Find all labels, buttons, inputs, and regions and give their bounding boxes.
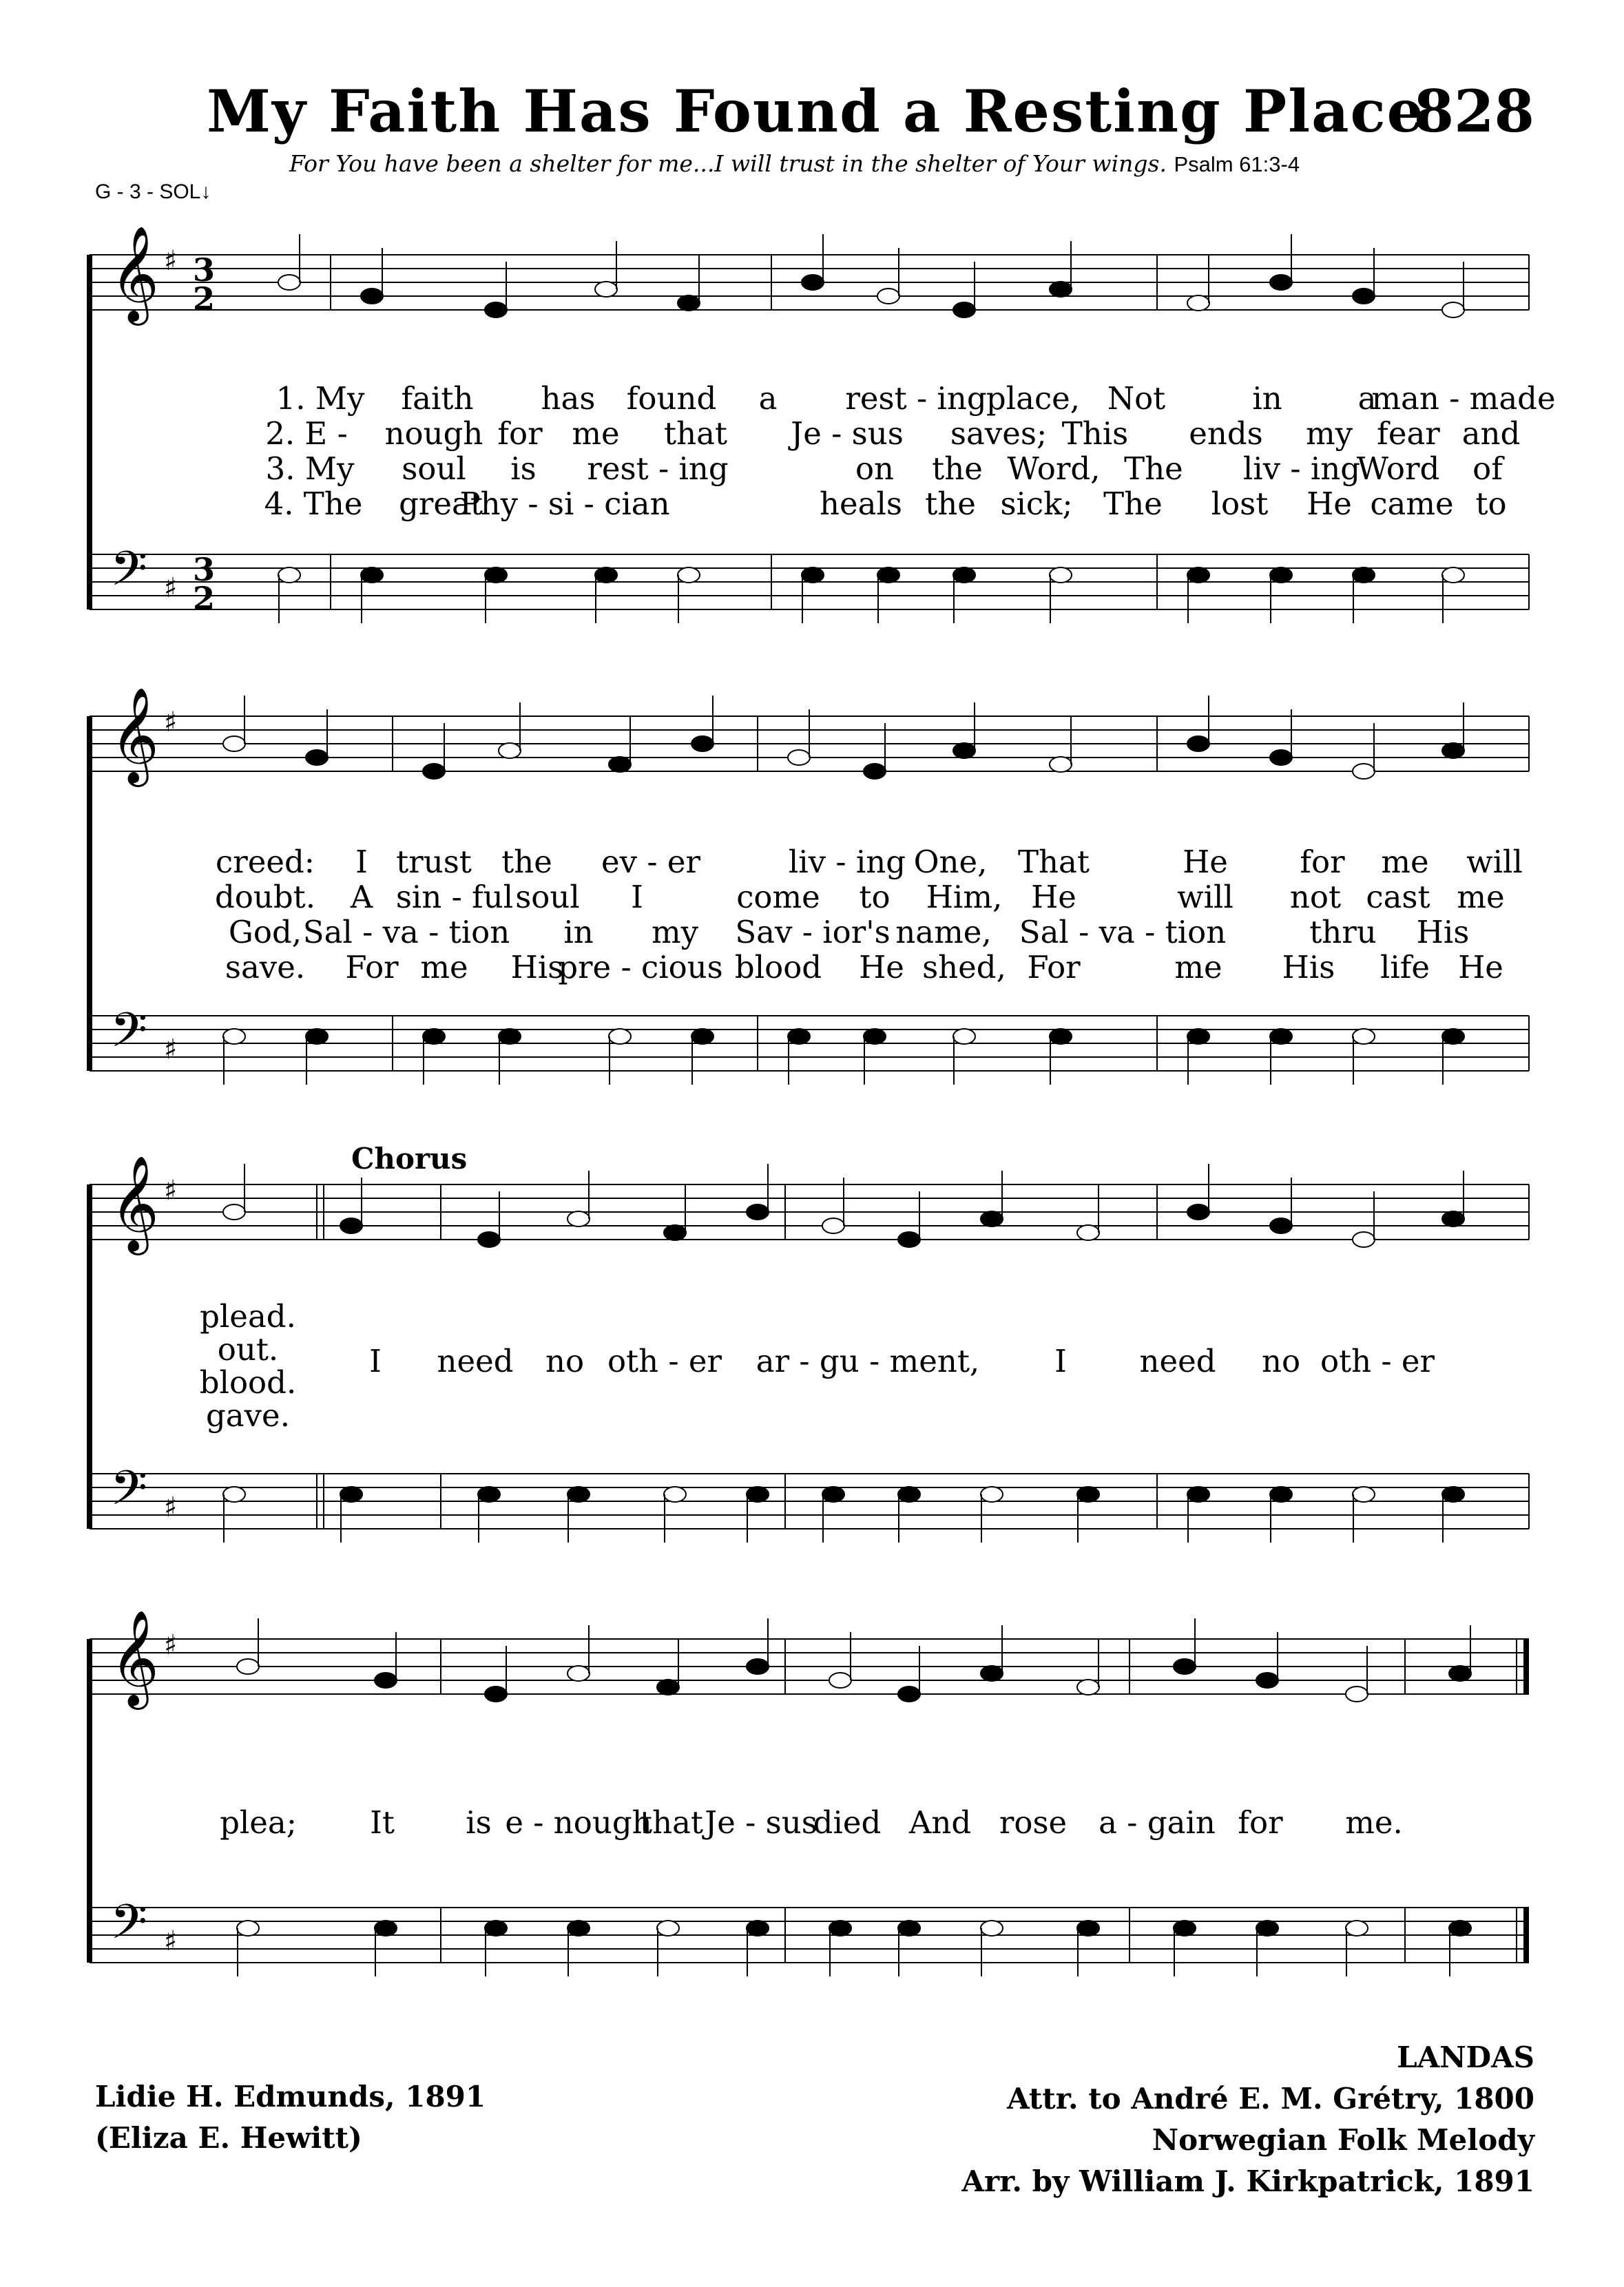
notehead — [747, 1921, 769, 1936]
sharp-key-signature: ♯ — [164, 1175, 178, 1207]
notehead — [340, 1218, 362, 1233]
scripture-reference: Psalm 61:3-4 — [1174, 152, 1300, 176]
lyric-syllable: liv - ing — [788, 844, 906, 880]
treble-clef: 𝄞 — [110, 1156, 159, 1251]
lyric-syllable: sin - ful — [395, 879, 514, 915]
notehead — [499, 743, 521, 758]
lyric-syllable: has — [541, 380, 596, 417]
bass-clef: 𝄢 — [110, 541, 148, 608]
verse-ending-word: out. — [217, 1331, 279, 1368]
notehead — [1256, 1673, 1278, 1688]
notehead — [1050, 1029, 1072, 1044]
lyric-syllable: for — [1300, 844, 1345, 880]
notehead — [953, 743, 975, 758]
lyric-syllable: that — [664, 415, 727, 452]
lyric-syllable: that — [640, 1804, 703, 1841]
notehead — [1353, 1029, 1375, 1044]
notehead — [361, 567, 383, 583]
arranger: Arr. by William J. Kirkpatrick, 1891 — [961, 2164, 1534, 2198]
lyric-syllable: and — [1461, 415, 1521, 452]
lyric-syllable: Sal - va - tion — [302, 914, 510, 950]
time-signature-bottom: 2 — [193, 280, 216, 317]
lyric-syllable: liv - ing — [1242, 450, 1361, 487]
scripture-quote: For You have been a shelter for me...I will trust in the shelter of Your wings. — [289, 150, 1167, 177]
notehead — [375, 1921, 397, 1936]
notehead — [829, 1673, 851, 1688]
lyric-syllable: This — [1061, 415, 1129, 452]
lyric-syllable: He — [1031, 879, 1076, 915]
notehead — [953, 567, 975, 583]
lyric-syllable: Word, — [1007, 450, 1101, 487]
notehead — [1187, 736, 1209, 751]
lyric-syllable: ar - gu - ment, — [756, 1343, 980, 1379]
notehead — [1442, 1211, 1464, 1226]
notehead — [223, 736, 245, 751]
notehead — [664, 1487, 686, 1502]
hymn-title: My Faith Has Found a Resting Place — [207, 77, 1426, 145]
lyric-syllable: 2. E - — [265, 415, 348, 452]
treble-clef: 𝄞 — [110, 687, 159, 783]
lyric-syllable: died — [813, 1804, 882, 1841]
lyric-syllable: soul — [402, 450, 466, 487]
lyric-syllable: is — [510, 450, 537, 487]
key-info: G - 3 - SOL↓ — [95, 180, 211, 203]
lyric-syllable: doubt. — [214, 879, 316, 915]
notehead — [1270, 275, 1292, 290]
lyric-syllable: Je - sus — [705, 1804, 818, 1841]
bass-clef: 𝄢 — [110, 1894, 148, 1961]
notehead — [664, 1225, 686, 1240]
notehead — [609, 1029, 631, 1044]
lyric-syllable: oth - er — [607, 1343, 722, 1379]
notehead — [237, 1659, 259, 1674]
notehead — [1187, 295, 1209, 311]
lyric-syllable: rose — [999, 1804, 1068, 1841]
lyric-syllable: Word — [1356, 450, 1440, 487]
lyric-syllable: name, — [895, 914, 992, 950]
notehead — [657, 1680, 679, 1695]
lyric-syllable: a — [1357, 380, 1377, 417]
system-bar — [87, 255, 92, 609]
lyric-syllable: me — [572, 415, 620, 452]
notehead — [306, 1029, 328, 1044]
lyric-syllable: 4. The — [264, 485, 363, 522]
system-bar — [87, 1639, 92, 1963]
lyric-syllable: me — [1381, 844, 1429, 880]
notehead — [802, 275, 824, 290]
notehead — [1270, 750, 1292, 765]
notehead — [361, 289, 383, 304]
lyric-syllable: ev - er — [601, 844, 701, 880]
words-credits — [95, 2076, 486, 2159]
notehead — [953, 1029, 975, 1044]
notehead — [1270, 1029, 1292, 1044]
lyric-syllable: e - nough — [505, 1804, 652, 1841]
notehead — [1442, 302, 1464, 317]
notehead — [237, 1921, 259, 1936]
notehead — [1442, 1029, 1464, 1044]
notehead — [278, 567, 300, 583]
lyric-syllable: God, — [228, 914, 302, 950]
notehead — [898, 1686, 920, 1702]
lyric-syllable: in — [563, 914, 594, 950]
notehead — [1353, 567, 1375, 583]
notehead — [1187, 1204, 1209, 1220]
lyric-syllable: Sav - ior's — [735, 914, 891, 950]
notehead — [822, 1487, 844, 1502]
notehead — [747, 1204, 769, 1220]
lyric-syllable: creed: — [216, 844, 315, 880]
sharp-key-signature: ♯ — [164, 1629, 178, 1661]
lyric-syllable: Sal - va - tion — [1019, 914, 1227, 950]
notehead — [898, 1921, 920, 1936]
lyric-syllable: need — [437, 1343, 514, 1379]
lyric-syllable: fear — [1377, 415, 1440, 452]
lyric-syllable: man - made — [1371, 380, 1556, 417]
notehead — [485, 302, 507, 317]
treble-clef: 𝄞 — [110, 1610, 159, 1706]
time-signature-top: 3 — [193, 251, 216, 289]
sharp-key-signature: ♯ — [164, 1492, 178, 1523]
notehead — [788, 1029, 810, 1044]
words-author: Lidie H. Edmunds, 1891 — [95, 2080, 486, 2113]
lyric-syllable: I — [1054, 1343, 1067, 1379]
music-system-2 — [83, 675, 1543, 1184]
lyric-syllable: 1. My — [275, 380, 365, 417]
lyric-syllable: come — [736, 879, 820, 915]
notehead — [802, 567, 824, 583]
notehead — [485, 1921, 507, 1936]
lyric-syllable: me. — [1345, 1804, 1403, 1841]
lyric-syllable: will — [1177, 879, 1233, 915]
lyric-syllable: life — [1380, 949, 1430, 985]
notehead — [829, 1921, 851, 1936]
time-signature-top: 3 — [193, 551, 216, 588]
lyric-syllable: One, — [913, 844, 988, 880]
lyric-syllable: His — [1416, 914, 1470, 950]
lyric-syllable: cast — [1366, 879, 1430, 915]
chorus-label: Chorus — [351, 1142, 468, 1176]
music-origin: Norwegian Folk Melody — [1152, 2123, 1534, 2157]
scripture-line — [289, 150, 1300, 177]
lyric-syllable: A — [350, 879, 373, 915]
hymn-number: 828 — [1413, 77, 1534, 145]
lyric-syllable: no — [545, 1343, 585, 1379]
sharp-key-signature: ♯ — [164, 1925, 178, 1957]
lyric-syllable: The — [1124, 450, 1183, 487]
notehead — [1050, 282, 1072, 297]
notehead — [864, 1029, 886, 1044]
notehead — [1077, 1487, 1099, 1502]
notehead — [375, 1673, 397, 1688]
notehead — [898, 1487, 920, 1502]
system-bar — [87, 716, 92, 1071]
notehead — [691, 1029, 714, 1044]
notehead — [595, 567, 617, 583]
notehead — [340, 1487, 362, 1502]
lyric-syllable: of — [1472, 450, 1503, 487]
lyric-syllable: He — [1307, 485, 1352, 522]
lyric-syllable: my — [1305, 415, 1353, 452]
lyric-syllable: He — [859, 949, 904, 985]
lyric-syllable: not — [1289, 879, 1342, 915]
notehead — [1077, 1225, 1099, 1240]
lyric-syllable: Him, — [926, 879, 1003, 915]
lyric-syllable: heals — [820, 485, 902, 522]
lyric-syllable: oth - er — [1320, 1343, 1435, 1379]
notehead — [499, 1029, 521, 1044]
lyric-syllable: rest - ing — [845, 380, 987, 417]
notehead — [223, 1487, 245, 1502]
system-bar — [87, 1184, 92, 1529]
music-system-3 — [83, 1143, 1543, 1625]
final-barline — [1523, 1639, 1529, 1694]
notehead — [877, 567, 899, 583]
lyric-syllable: shed, — [922, 949, 1006, 985]
lyric-syllable: save. — [225, 949, 306, 985]
notehead — [1442, 1487, 1464, 1502]
music-attribution: Attr. to André E. M. Grétry, 1800 — [1007, 2082, 1534, 2116]
lyric-syllable: great — [399, 485, 483, 522]
music-system-4 — [83, 1591, 1543, 2038]
grand-staff-3 — [83, 1143, 1543, 1625]
music-system-1 — [83, 207, 1556, 716]
notehead — [1442, 567, 1464, 583]
lyric-syllable: And — [908, 1804, 972, 1841]
lyric-syllable: to — [859, 879, 891, 915]
notehead — [1449, 1921, 1471, 1936]
notehead — [657, 1921, 679, 1936]
lyric-syllable: soul — [515, 879, 580, 915]
lyric-syllable: Not — [1107, 380, 1166, 417]
notehead — [747, 1659, 769, 1674]
lyric-syllable: found — [626, 380, 717, 417]
notehead — [1270, 1487, 1292, 1502]
notehead — [278, 275, 300, 290]
notehead — [595, 282, 617, 297]
lyric-syllable: in — [1252, 380, 1282, 417]
lyric-syllable: plea; — [220, 1804, 297, 1841]
lyric-syllable: lost — [1211, 485, 1269, 522]
lyric-syllable: He — [1183, 844, 1228, 880]
lyric-syllable: the — [501, 844, 552, 880]
lyric-syllable: came — [1370, 485, 1454, 522]
notehead — [306, 750, 328, 765]
notehead — [1256, 1921, 1278, 1936]
verse-ending-word: plead. — [200, 1298, 296, 1335]
lyric-syllable: He — [1458, 949, 1503, 985]
lyric-syllable: the — [932, 450, 983, 487]
notehead — [981, 1487, 1003, 1502]
notehead — [1050, 567, 1072, 583]
lyric-syllable: the — [925, 485, 976, 522]
bass-clef: 𝄢 — [110, 1460, 148, 1527]
notehead — [1270, 567, 1292, 583]
notehead — [877, 289, 899, 304]
lyric-syllable: me — [1457, 879, 1505, 915]
lyric-syllable: me — [1174, 949, 1222, 985]
notehead — [1174, 1921, 1196, 1936]
lyric-syllable: will — [1466, 844, 1523, 880]
notehead — [1353, 764, 1375, 779]
lyric-syllable: His — [510, 949, 564, 985]
lyric-syllable: me — [420, 949, 468, 985]
lyric-syllable: rest - ing — [587, 450, 729, 487]
notehead — [568, 1211, 590, 1226]
lyric-syllable: I — [631, 879, 643, 915]
notehead — [478, 1232, 500, 1247]
lyric-syllable: for — [497, 415, 543, 452]
lyric-syllable: trust — [396, 844, 472, 880]
notehead — [981, 1666, 1003, 1681]
notehead — [678, 295, 700, 311]
notehead — [1442, 743, 1464, 758]
time-signature-bottom: 2 — [193, 580, 216, 617]
sharp-key-signature: ♯ — [164, 245, 178, 277]
notehead — [1353, 289, 1375, 304]
lyric-syllable: a — [758, 380, 778, 417]
lyric-syllable: for — [1238, 1804, 1283, 1841]
notehead — [568, 1666, 590, 1681]
notehead — [1346, 1921, 1368, 1936]
lyric-syllable: Je - sus — [791, 415, 904, 452]
notehead — [691, 736, 714, 751]
lyric-syllable: It — [370, 1804, 395, 1841]
notehead — [1187, 1487, 1209, 1502]
lyric-syllable: blood — [734, 949, 822, 985]
notehead — [1346, 1686, 1368, 1702]
lyric-syllable: For — [1027, 949, 1081, 985]
notehead — [822, 1218, 844, 1233]
notehead — [478, 1487, 500, 1502]
notehead — [1050, 757, 1072, 772]
lyric-syllable: no — [1261, 1343, 1301, 1379]
lyric-syllable: a - gain — [1099, 1804, 1216, 1841]
lyric-syllable: I — [355, 844, 368, 880]
notehead — [1077, 1921, 1099, 1936]
notehead — [981, 1211, 1003, 1226]
notehead — [747, 1487, 769, 1502]
lyric-syllable: 3. My — [265, 450, 355, 487]
notehead — [1449, 1666, 1471, 1681]
lyric-syllable: is — [466, 1804, 492, 1841]
tune-name: LANDAS — [1397, 2040, 1534, 2074]
notehead — [864, 764, 886, 779]
verse-ending-word: blood. — [199, 1364, 297, 1401]
lyric-syllable: faith — [401, 380, 474, 417]
lyric-syllable: I — [369, 1343, 382, 1379]
notehead — [1353, 1487, 1375, 1502]
lyric-syllable: For — [345, 949, 399, 985]
notehead — [423, 764, 445, 779]
notehead — [568, 1921, 590, 1936]
lyric-syllable: need — [1139, 1343, 1216, 1379]
lyric-syllable: The — [1103, 485, 1163, 522]
lyric-syllable: on — [855, 450, 895, 487]
treble-clef: 𝄞 — [110, 226, 159, 322]
lyric-syllable: place, — [986, 380, 1081, 417]
notehead — [223, 1029, 245, 1044]
lyric-syllable: Phy - si - cian — [459, 485, 670, 522]
notehead — [1270, 1218, 1292, 1233]
lyric-syllable: nough — [384, 415, 483, 452]
lyric-syllable: to — [1475, 485, 1507, 522]
notehead — [1174, 1659, 1196, 1674]
notehead — [1187, 567, 1209, 583]
words-author-alt: (Eliza E. Hewitt) — [95, 2121, 362, 2155]
sharp-key-signature: ♯ — [164, 1034, 178, 1065]
sharp-key-signature: ♯ — [164, 707, 178, 738]
music-credits — [961, 2037, 1534, 2202]
lyric-syllable: pre - cious — [558, 949, 723, 985]
notehead — [953, 302, 975, 317]
lyric-syllable: sick; — [1000, 485, 1073, 522]
sharp-key-signature: ♯ — [164, 572, 178, 604]
notehead — [981, 1921, 1003, 1936]
verse-ending-word: gave. — [206, 1397, 290, 1434]
lyric-syllable: my — [651, 914, 699, 950]
notehead — [423, 1029, 445, 1044]
final-barline — [1523, 1908, 1529, 1963]
notehead — [223, 1204, 245, 1220]
notehead — [788, 750, 810, 765]
notehead — [568, 1487, 590, 1502]
notehead — [609, 757, 631, 772]
notehead — [1077, 1680, 1099, 1695]
lyric-syllable: thru — [1309, 914, 1377, 950]
notehead — [898, 1232, 920, 1247]
notehead — [485, 567, 507, 583]
bass-clef: 𝄢 — [110, 1002, 148, 1069]
lyric-syllable: saves; — [950, 415, 1048, 452]
lyric-syllable: ends — [1189, 415, 1263, 452]
notehead — [1187, 1029, 1209, 1044]
lyric-syllable: That — [1018, 844, 1090, 880]
notehead — [485, 1686, 507, 1702]
lyric-syllable: His — [1282, 949, 1335, 985]
notehead — [678, 567, 700, 583]
notehead — [1353, 1232, 1375, 1247]
